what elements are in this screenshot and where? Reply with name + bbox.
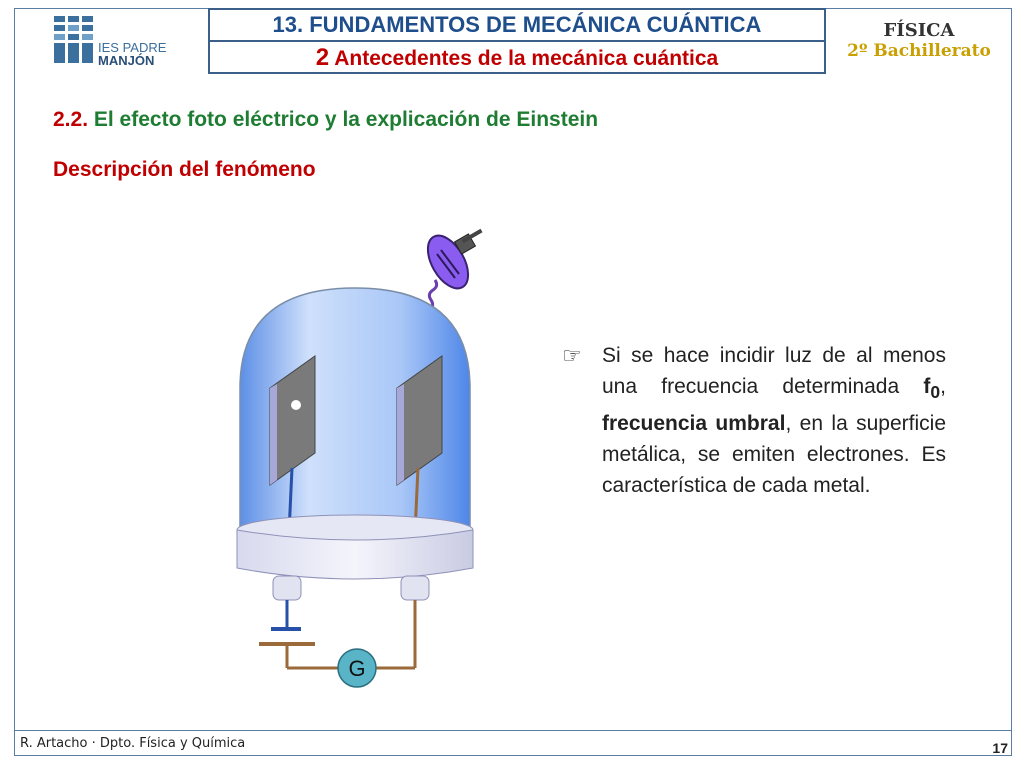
frequency-symbol: f — [923, 375, 931, 398]
galvanometer-label: G — [348, 656, 366, 681]
bullet-paragraph — [562, 340, 946, 501]
topic-title: Antecedentes de la mecánica cuántica — [334, 47, 719, 70]
uv-lamp-icon — [420, 229, 483, 295]
bullet-comma: , — [940, 375, 946, 398]
subject-box — [826, 8, 1012, 74]
subject-label: FÍSICA — [883, 20, 955, 41]
electron-icon — [291, 400, 301, 410]
pointing-hand-icon: ☞ — [562, 343, 582, 368]
school-logo — [46, 12, 196, 72]
footer-divider — [14, 730, 1012, 731]
subtitle: Descripción del fenómeno — [53, 158, 316, 181]
logo-line2: MANJÓN — [98, 53, 155, 68]
section-title — [53, 108, 598, 132]
topic-title-row — [210, 42, 824, 72]
title-box — [208, 8, 826, 74]
footer-author: R. Artacho · Dpto. Física y Química — [20, 736, 246, 751]
frequency-subscript: 0 — [930, 382, 941, 403]
page-number: 17 — [992, 740, 1008, 756]
topic-number: 2 — [315, 44, 330, 71]
bullet-text — [602, 340, 946, 501]
section-number: 2.2. — [53, 108, 89, 131]
section-title-text: El efecto foto eléctrico y la explicación de Einstein — [93, 108, 599, 131]
bullet-part2: , en la superficie metálica, se emiten electrones. Es característica de cada metal. — [602, 412, 946, 498]
photoelectric-diagram — [225, 228, 495, 698]
logo-line1: IES PADRE — [98, 40, 167, 55]
unit-title: 13. FUNDAMENTOS DE MECÁNICA CUÁNTICA — [210, 10, 824, 42]
course-label: 2º Bachillerato — [847, 41, 991, 61]
threshold-term: frecuencia umbral — [602, 412, 786, 436]
bullet-part1: Si se hace incidir luz de al menos una frecuencia determinada — [602, 344, 946, 398]
